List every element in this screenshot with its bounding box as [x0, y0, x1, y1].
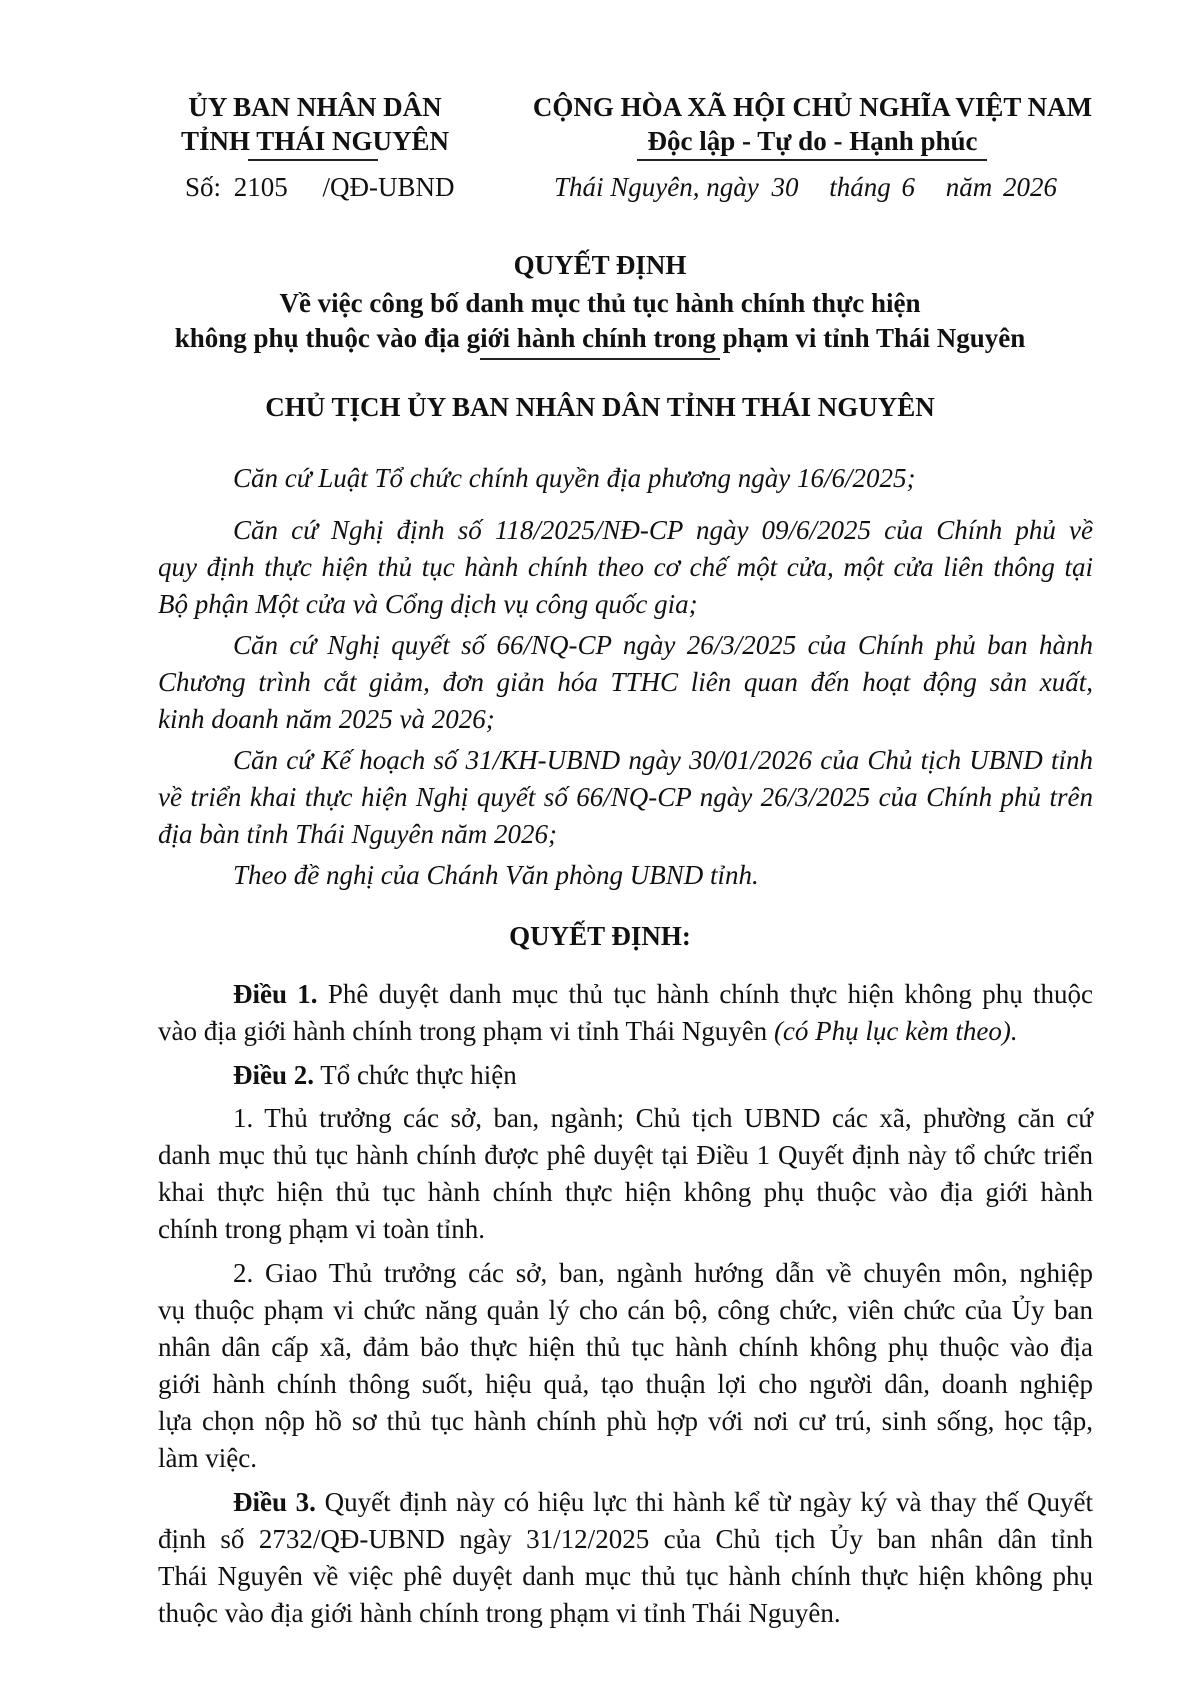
- nation-title: CỘNG HÒA XÃ HỘI CHỦ NGHĨA VIỆT NAM: [532, 92, 1093, 122]
- agency-underline: [248, 159, 378, 161]
- basis-resolution-l3: kinh doanh năm 2025 và 2026;: [158, 704, 495, 734]
- number-value: 2105: [233, 172, 288, 202]
- article2-heading: [233, 1057, 1093, 1094]
- article3-line4: thuộc vào địa giới hành chính trong phạm vi tỉnh Thái Nguyên.: [158, 1598, 841, 1628]
- article2-p2-l3: nhân dân cấp xã, đảm bảo thực hiện thủ tục hành chính không phụ thuộc vào địa: [158, 1332, 1093, 1362]
- document-type: QUYẾT ĐỊNH: [513, 250, 687, 280]
- basis-resolution-l2: Chương trình cắt giảm, đơn giản hóa TTHC liên quan đến hoạt động sản xuất,: [158, 667, 1093, 697]
- date-month: 6: [901, 172, 915, 202]
- subject-underline: [480, 358, 720, 360]
- date-year: 2026: [1003, 172, 1057, 202]
- date-year-label: năm: [945, 172, 993, 202]
- article2-p2-l4: giới hành chính thông suốt, hiệu quả, tạo thuận lợi cho người dân, doanh nghiệp: [158, 1369, 1093, 1399]
- article3-line2: định số 2732/QĐ-UBND ngày 31/12/2025 của Chủ tịch Ủy ban nhân dân tỉnh: [158, 1524, 1093, 1554]
- article1-appendix-note: (có Phụ lục kèm theo).: [773, 1016, 1018, 1046]
- article2-title: Tổ chức thực hiện: [314, 1060, 517, 1090]
- agency-name-line1: ỦY BAN NHÂN DÂN: [188, 92, 442, 122]
- article2-p2-l2: vụ thuộc phạm vi chức năng quản lý cho cán bộ, công chức, viên chức của Ủy ban: [158, 1295, 1093, 1325]
- document-number: [185, 172, 455, 203]
- number-prefix: Số:: [185, 172, 222, 202]
- basis-decree-l3: Bộ phận Một cửa và Cổng dịch vụ công quốc gia;: [158, 589, 698, 619]
- article2-p1-l1: 1. Thủ trưởng các sở, ban, ngành; Chủ tịch UBND các xã, phường căn cứ: [233, 1103, 1093, 1133]
- article1-label: Điều 1.: [233, 979, 318, 1009]
- article2-p1-l4: chính trong phạm vi toàn tỉnh.: [158, 1214, 485, 1244]
- basis-resolution-l1: Căn cứ Nghị quyết số 66/NQ-CP ngày 26/3/2025 của Chính phủ ban hành: [233, 630, 1093, 660]
- agency-name-line2: TỈNH THÁI NGUYÊN: [180, 126, 450, 156]
- article2-p2-l6: làm việc.: [158, 1443, 257, 1473]
- basis-decree-l1: Căn cứ Nghị định số 118/2025/NĐ-CP ngày 09/6/2025 của Chính phủ về: [233, 515, 1093, 545]
- subject-line1: Về việc công bố danh mục thủ tục hành chính thực hiện: [279, 288, 921, 318]
- article1-line1: [233, 976, 1093, 1013]
- date-place-label: Thái Nguyên, ngày: [554, 172, 759, 202]
- date-month-label: tháng: [829, 172, 891, 202]
- article2-p1-l3: khai thực hiện thủ tục hành chính thực hiện không phụ thuộc vào địa giới hành: [158, 1177, 1093, 1207]
- date-place: [554, 172, 1057, 203]
- article3-text1: Quyết định này có hiệu lực thi hành kể từ ngày ký và thay thế Quyết: [315, 1487, 1093, 1517]
- article1-text2: vào địa giới hành chính trong phạm vi tỉnh Thái Nguyên: [158, 1016, 774, 1046]
- basis-decree-l2: quy định thực hiện thủ tục hành chính theo cơ chế một cửa, một cửa liên thông tại: [158, 552, 1093, 582]
- article3-line3: Thái Nguyên về việc phê duyệt danh mục thủ tục hành chính thực hiện không phụ: [158, 1561, 1093, 1591]
- number-suffix: /QĐ-UBND: [322, 172, 455, 202]
- decision-heading: QUYẾT ĐỊNH:: [509, 921, 691, 951]
- nation-motto: Độc lập - Tự do - Hạnh phúc: [647, 126, 978, 156]
- article3-label: Điều 3.: [233, 1487, 316, 1517]
- issuing-authority: CHỦ TỊCH ỦY BAN NHÂN DÂN TỈNH THÁI NGUYÊN: [265, 392, 935, 422]
- basis-plan-l1: Căn cứ Kế hoạch số 31/KH-UBND ngày 30/01/2026 của Chủ tịch UBND tỉnh: [233, 745, 1093, 775]
- subject-line2: không phụ thuộc vào địa giới hành chính trong phạm vi tỉnh Thái Nguyên: [174, 323, 1026, 353]
- article3-line1: [233, 1484, 1093, 1521]
- article2-p2-l5: lựa chọn nộp hồ sơ thủ tục hành chính phù hợp với nơi cư trú, sinh sống, học tập,: [158, 1406, 1093, 1436]
- basis-plan-l2: về triển khai thực hiện Nghị quyết số 66/NQ-CP ngày 26/3/2025 của Chính phủ trên: [158, 782, 1093, 812]
- article2-p1-l2: danh mục thủ tục hành chính được phê duyệt tại Điều 1 Quyết định này tổ chức triển: [158, 1140, 1093, 1170]
- article1-line2: [158, 1013, 1093, 1050]
- basis-plan-l3: địa bàn tỉnh Thái Nguyên năm 2026;: [158, 819, 557, 849]
- article2-p2-l1: 2. Giao Thủ trưởng các sở, ban, ngành hướng dẫn về chuyên môn, nghiệp: [233, 1258, 1093, 1288]
- date-day: 30: [771, 172, 799, 202]
- article1-text1: Phê duyệt danh mục thủ tục hành chính thực hiện không phụ thuộc: [317, 979, 1093, 1009]
- basis-law: Căn cứ Luật Tổ chức chính quyền địa phương ngày 16/6/2025;: [233, 463, 916, 493]
- motto-underline: [637, 159, 987, 161]
- proposal-line: Theo đề nghị của Chánh Văn phòng UBND tỉnh.: [233, 860, 759, 890]
- article2-label: Điều 2.: [233, 1060, 314, 1090]
